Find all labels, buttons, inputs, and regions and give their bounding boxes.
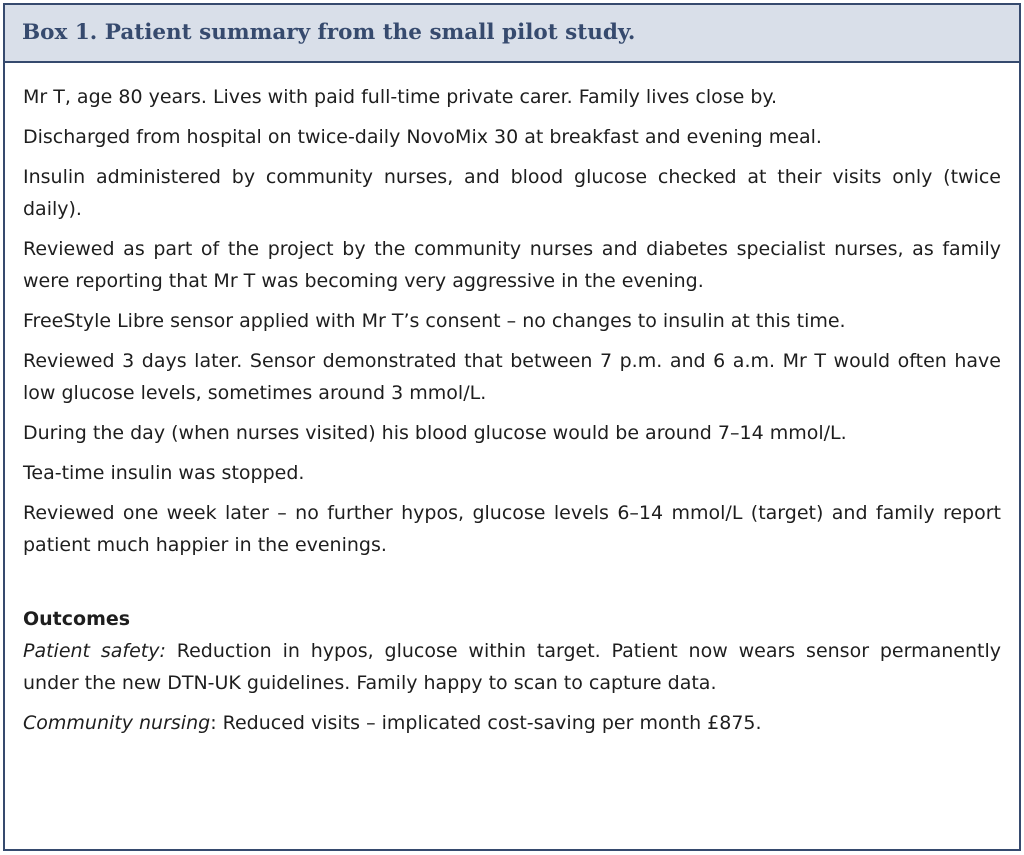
summary-paragraph: Discharged from hospital on twice-daily NovoMix 30 at breakfast and evening meal. [23,126,822,148]
summary-paragraph: FreeStyle Libre sensor applied with Mr T’s consent – no changes to insulin at this time. [23,310,846,332]
outcome-label: Patient safety: [23,640,166,662]
summary-paragraph: During the day (when nurses visited) his blood glucose would be around 7–14 mmol/L. [23,422,847,444]
box-title: Box 1. Patient summary from the small pilot study. [22,20,636,45]
outcomes-heading: Outcomes [23,608,131,630]
outcome-label: Community nursing [23,712,211,734]
box-header [5,5,1019,63]
summary-paragraph: Reviewed as part of the project by the community nurses and diabetes specialist nurses, as family were reporting that Mr T was becoming very aggressive in the evening. [23,238,1001,292]
outcome-text: Reduction in hypos, glucose within target. Patient now wears sensor permanently under the new DTN-UK guidelines. Family happy to scan to capture data. [23,640,1001,694]
summary-paragraph: Reviewed 3 days later. Sensor demonstrated that between 7 p.m. and 6 a.m. Mr T would often have low glucose levels, sometimes around 3 mmol/L. [23,350,1001,404]
outcome-text: : Reduced visits – implicated cost-saving per month £875. [210,712,762,734]
summary-paragraph: Mr T, age 80 years. Lives with paid full-time private carer. Family lives close by. [23,86,777,108]
outcome-patient-safety [23,635,1001,699]
summary-paragraph: Tea-time insulin was stopped. [23,462,305,484]
box-body [5,63,1019,739]
patient-summary-box [3,3,1021,851]
summary-paragraph: Reviewed one week later – no further hypos, glucose levels 6–14 mmol/L (target) and family report patient much happier in the evenings. [23,502,1001,556]
outcome-community-nursing [23,707,1001,739]
summary-paragraph: Insulin administered by community nurses, and blood glucose checked at their visits only (twice daily). [23,166,1001,220]
